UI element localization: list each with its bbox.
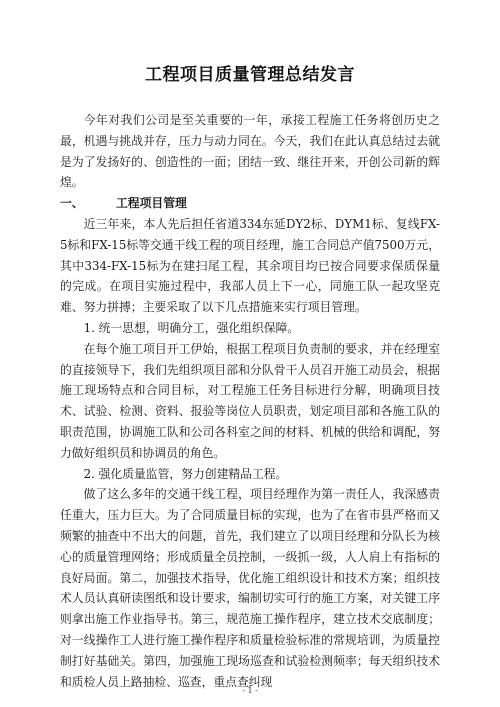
section-heading <box>60 193 440 214</box>
section-number: 一、 <box>60 196 84 211</box>
body-paragraph-1: 近三年来，本人先后担任省道334东延DY2标、DYM1标、复线FX-5标和FX-15标等交通干线工程的项目经理，施工合同总产值7500万元，其中334-FX-15标为在建扫尾工程，其余项目均已按合同要求保质保量的完成。在项目实施过程中，我部人员上下一心，同施工队一起攻坚克难、努力拼搏；主要采取了以下几点措施来实行项目管理。 <box>60 216 440 315</box>
body-paragraph-3: 做了这么多年的交通干线工程，项目经理作为第一责任人，我深感责任重大，压力巨大。为了合同质量目标的实现，也为了在省市县严格而又频繁的抽查中不出大的问题，首先，我们建立了以项目经理和分队长为核心的质量管理网络；形成质量全员控制，一级抓一级，人人肩上有指标的良好局面。第二，加强技术指导，优化施工组织设计和技术方案；组织技术人员认真研读图纸和设计要求，编制切实可行的施工方案，对关键工序则拿出施工作业指导书。第三，规范施工操作程序，建立技术交底制度；对一线操作工人进行施工操作程序和质量检验标准的常规培训，为质量控制打好基础关。第四，加强施工现场巡查和试验检测频率；每天组织技术和质检人员上路抽检、巡查，重点查纠现 <box>60 487 440 689</box>
list-item-1: 1. 统一思想，明确分工，强化组织保障。 <box>83 320 300 335</box>
list-item-2: 2. 强化质量监管，努力创建精品工程。 <box>83 466 288 481</box>
document-body <box>60 110 440 692</box>
section-title: 工程项目管理 <box>116 196 187 211</box>
document-title: 工程项目质量管理总结发言 <box>145 65 355 85</box>
intro-paragraph: 今年对我们公司是至关重要的一年，承接工程施工任务将创历史之最，机遇与挑战并存，压力与动力同在。今天，我们在此认真总结过去就是为了发扬好的、创造性的一面；团结一致、继往开来，开创公司新的辉煌。 <box>60 113 440 190</box>
body-paragraph-2: 在每个施工项目开工伊始，根据工程项目负责制的要求，并在经理室的直接领导下，我们先组织项目部和分队骨干人员召开施工动员会，根据施工现场特点和合同目标，对工程施工任务目标进行分解，明确项目技术、试验、检测、资料、报验等岗位人员职责，划定项目部和各施工队的职责范围，协调施工队和公司各科室之间的材料、机械的供给和调配，努力做好组织员和协调员的角色。 <box>60 341 440 460</box>
page-number: - 1 - <box>242 686 258 695</box>
